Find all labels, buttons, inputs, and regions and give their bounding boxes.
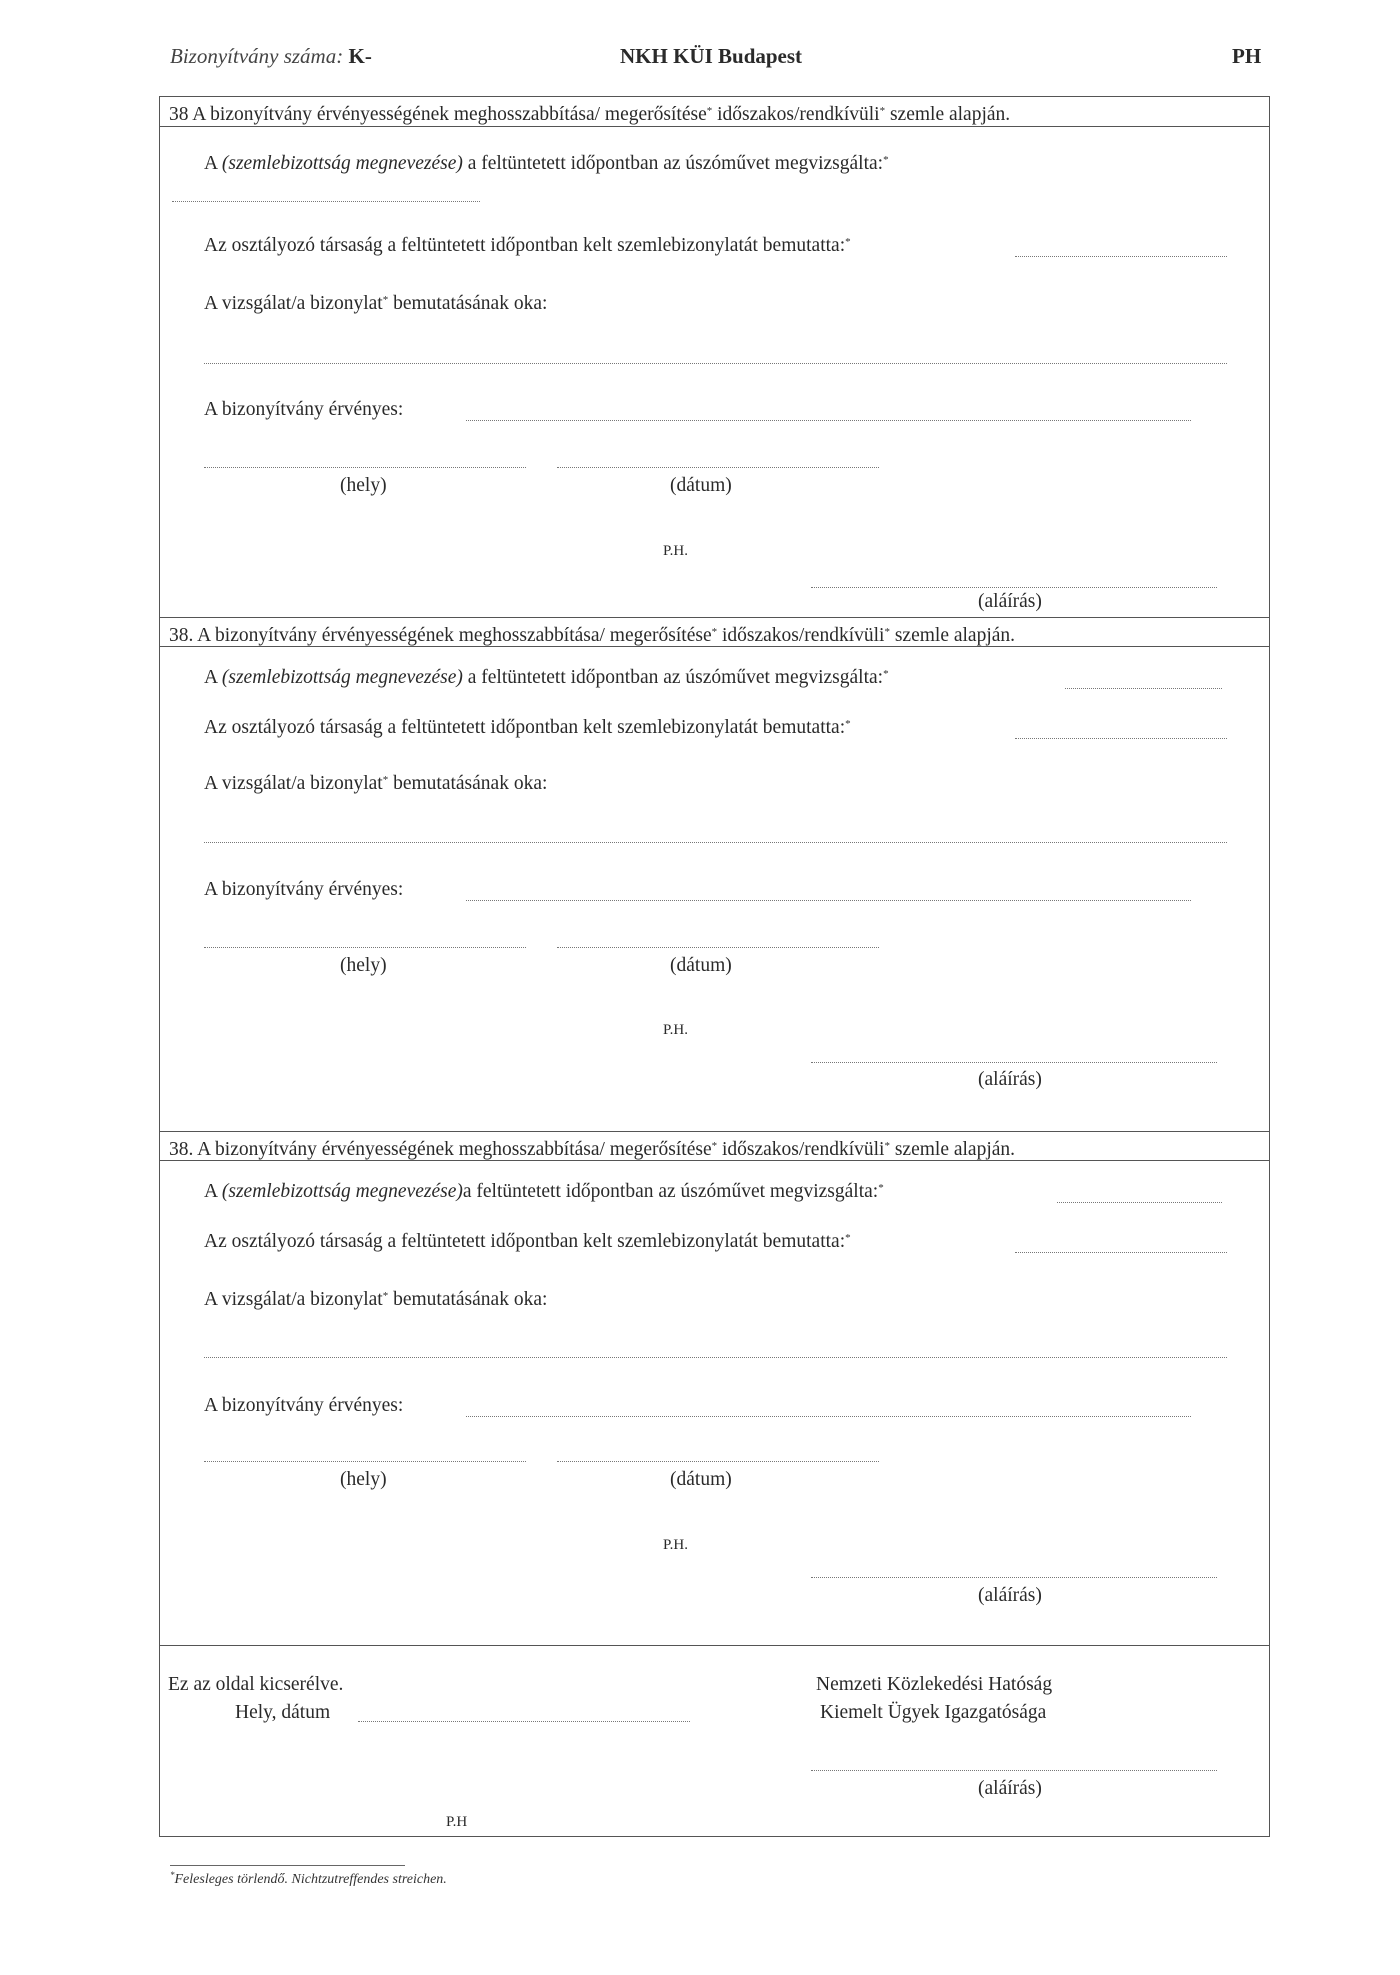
reason-field[interactable] <box>204 363 1227 364</box>
inspection-board-field[interactable] <box>172 201 480 202</box>
valid-until-line: A bizonyítvány érvényes: <box>204 399 404 420</box>
footnote: *Felesleges törlendő. Nichtzutreffendes streichen. <box>170 1870 447 1887</box>
classification-society-line: Az osztályozó társaság a feltüntetett időpontban kelt szemlebizonylatát bemutatta:* <box>204 717 851 738</box>
reason-line: A vizsgálat/a bizonylat* bemutatásának oka: <box>204 773 548 794</box>
date-field[interactable] <box>557 467 879 468</box>
reason-line: A vizsgálat/a bizonylat* bemutatásának oka: <box>204 293 548 314</box>
signature-field[interactable] <box>811 1577 1217 1578</box>
place-field[interactable] <box>204 947 526 948</box>
inspection-board-line: A (szemlebizottság megnevezése) a feltüntetett időpontban az úszóművet megvizsgálta:* <box>204 667 889 688</box>
authority-directorate: Kiemelt Ügyek Igazgatósága <box>820 1702 1047 1723</box>
date-field[interactable] <box>557 947 879 948</box>
ph-header: PH <box>1232 44 1262 68</box>
place-label: (hely) <box>340 475 387 496</box>
page-replaced-text: Ez az oldal kicserélve. <box>168 1674 344 1695</box>
reason-field[interactable] <box>204 842 1227 843</box>
valid-until-field[interactable] <box>466 420 1191 421</box>
place-label: (hely) <box>340 955 387 976</box>
signature-label: (aláírás) <box>978 1585 1042 1606</box>
date-label: (dátum) <box>670 955 732 976</box>
signature-field[interactable] <box>811 1062 1217 1063</box>
classification-society-field[interactable] <box>1015 256 1227 257</box>
place-field[interactable] <box>204 467 526 468</box>
signature-label: (aláírás) <box>978 591 1042 612</box>
stamp-place-label: P.H. <box>663 1022 689 1038</box>
certificate-number-label: Bizonyítvány száma: K- <box>170 44 372 68</box>
place-date-field[interactable] <box>358 1721 690 1722</box>
date-label: (dátum) <box>670 475 732 496</box>
section-title: 38 A bizonyítvány érvényességének meghosszabbítása/ megerősítése* időszakos/rendkívüli* szemle alapján. <box>160 97 1269 127</box>
classification-society-field[interactable] <box>1015 738 1227 739</box>
valid-until-field[interactable] <box>466 1416 1191 1417</box>
valid-until-line: A bizonyítvány érvényes: <box>204 1395 404 1416</box>
page-replacement-block <box>160 1645 1269 1836</box>
inspection-board-line: A (szemlebizottság megnevezése)a feltüntetett időpontban az úszóművet megvizsgálta:* <box>204 1181 884 1202</box>
section-title: 38. A bizonyítvány érvényességének meghosszabbítása/ megerősítése* időszakos/rendkívüli* szemle alapján. <box>160 617 1269 647</box>
renewal-section-3 <box>160 1131 1269 1631</box>
place-date-label: Hely, dátum <box>235 1702 331 1723</box>
valid-until-line: A bizonyítvány érvényes: <box>204 879 404 900</box>
renewal-section-1 <box>160 97 1269 612</box>
stamp-place-label: P.H. <box>663 543 689 559</box>
section-title: 38. A bizonyítvány érvényességének meghosszabbítása/ megerősítése* időszakos/rendkívüli* szemle alapján. <box>160 1131 1269 1161</box>
signature-label: (aláírás) <box>978 1778 1042 1799</box>
date-field[interactable] <box>557 1461 879 1462</box>
inspection-board-field[interactable] <box>1065 688 1222 689</box>
valid-until-field[interactable] <box>466 900 1191 901</box>
stamp-place-label: P.H. <box>663 1537 689 1553</box>
reason-field[interactable] <box>204 1357 1227 1358</box>
signature-field[interactable] <box>811 1770 1217 1771</box>
signature-field[interactable] <box>811 587 1217 588</box>
reason-line: A vizsgálat/a bizonylat* bemutatásának oka: <box>204 1289 548 1310</box>
place-field[interactable] <box>204 1461 526 1462</box>
stamp-place-label: P.H <box>446 1814 468 1830</box>
inspection-board-line: A (szemlebizottság megnevezése) a feltüntetett időpontban az úszóművet megvizsgálta:* <box>204 153 889 174</box>
form-frame <box>159 96 1270 1837</box>
renewal-section-2 <box>160 617 1269 1127</box>
classification-society-field[interactable] <box>1015 1252 1227 1253</box>
footnote-rule <box>170 1865 405 1866</box>
authority-name: Nemzeti Közlekedési Hatóság <box>816 1674 1053 1695</box>
inspection-board-field[interactable] <box>1057 1202 1222 1203</box>
place-label: (hely) <box>340 1469 387 1490</box>
authority-header: NKH KÜI Budapest <box>620 44 803 68</box>
classification-society-line: Az osztályozó társaság a feltüntetett időpontban kelt szemlebizonylatát bemutatta:* <box>204 235 851 256</box>
date-label: (dátum) <box>670 1469 732 1490</box>
signature-label: (aláírás) <box>978 1069 1042 1090</box>
classification-society-line: Az osztályozó társaság a feltüntetett időpontban kelt szemlebizonylatát bemutatta:* <box>204 1231 851 1252</box>
